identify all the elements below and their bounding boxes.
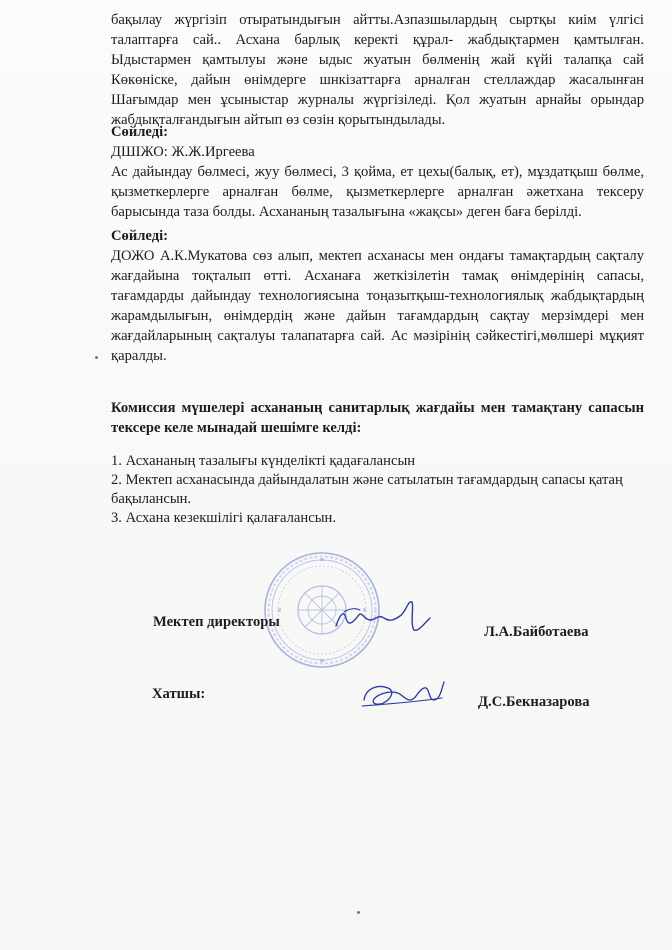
opening-paragraph-block bbox=[111, 10, 644, 130]
decision-item: 2. Мектеп асханасында дайындалатын және сатылатын тағамдардың сапасы қатаң бақылансын. bbox=[111, 472, 623, 507]
secretary-signature bbox=[358, 678, 448, 719]
director-title: Мектеп директоры bbox=[153, 614, 280, 630]
section-2-heading: Сөйледі: bbox=[111, 124, 169, 140]
decisions-list bbox=[111, 452, 644, 528]
section-3-text: ДОЖО А.К.Мукатова сөз алып, мектеп асханасы мен ондағы тамақтардың сақталу жағдайына тоқталып өтті. Асханаға жеткізілетін тамақ өнімдерінің сапасы, тағамдарды дайындау технологиясына тоңазытқыш-технологиялық жабдықтардың жарамдылығын, өнімдердің және дайын тағамдардың сақтау мерзімдері мен жағдайларының сақталуы талапатарға сай. Ас мәзірінің сәйкестігі,мөлшері мұқият қаралды. bbox=[111, 248, 644, 364]
secretary-name: Д.С.Бекназарова bbox=[478, 694, 590, 710]
decision-item: 1. Асхананың тазалығы күнделікті қадағалансын bbox=[111, 453, 416, 469]
secretary-title: Хатшы: bbox=[152, 686, 206, 702]
section-3-heading: Сөйледі: bbox=[111, 228, 169, 244]
director-name: Л.А.Байботаева bbox=[484, 624, 589, 640]
commission-conclusion: Комиссия мүшелері асхананың санитарлық жағдайы мен тамақтану сапасын тексере келе мынадай шешімге келді: bbox=[111, 400, 644, 436]
section-2 bbox=[111, 122, 644, 222]
section-3 bbox=[111, 226, 644, 366]
section-2-text: Ас дайындау бөлмесі, жуу бөлмесі, 3 қойма, ет цехы(балық, ет), мұздатқыш бөлме, қызметкерлерге арналған бөлме, қызметкерлерге арналған әжетхана тексеру барысында таза болды. Асхананың тазалығына «жақсы» деген баға берілді. bbox=[111, 164, 644, 220]
decision-item: 3. Асхана кезекшілігі қалағалансын. bbox=[111, 510, 336, 526]
opening-paragraph: бақылау жүргізіп отыратындығын айтты.Азпазшылардың сыртқы киім үлгісі талаптарға сай.. Асхана барлық керекті құрал- жабдықтармен қамтылған. Ыдыстармен қамтылуы және ыдыс жуатын бөлменің жай күйі талапқа сай Көкөніске, дайын өнімдерге шнкізаттарға арналған стеллаждар жасалынған Шағымдар мен ұсыныстар журналы жүргізіледі. Қол жуатын арнайы орындар жабдықталғандығын айтып өз сөзін қорытындылады. bbox=[111, 12, 644, 128]
director-signature bbox=[330, 596, 435, 641]
scan-speck bbox=[95, 356, 98, 359]
section-2-speaker: ДШІЖО: Ж.Ж.Иргеева bbox=[111, 144, 255, 160]
scan-speck bbox=[357, 911, 360, 914]
